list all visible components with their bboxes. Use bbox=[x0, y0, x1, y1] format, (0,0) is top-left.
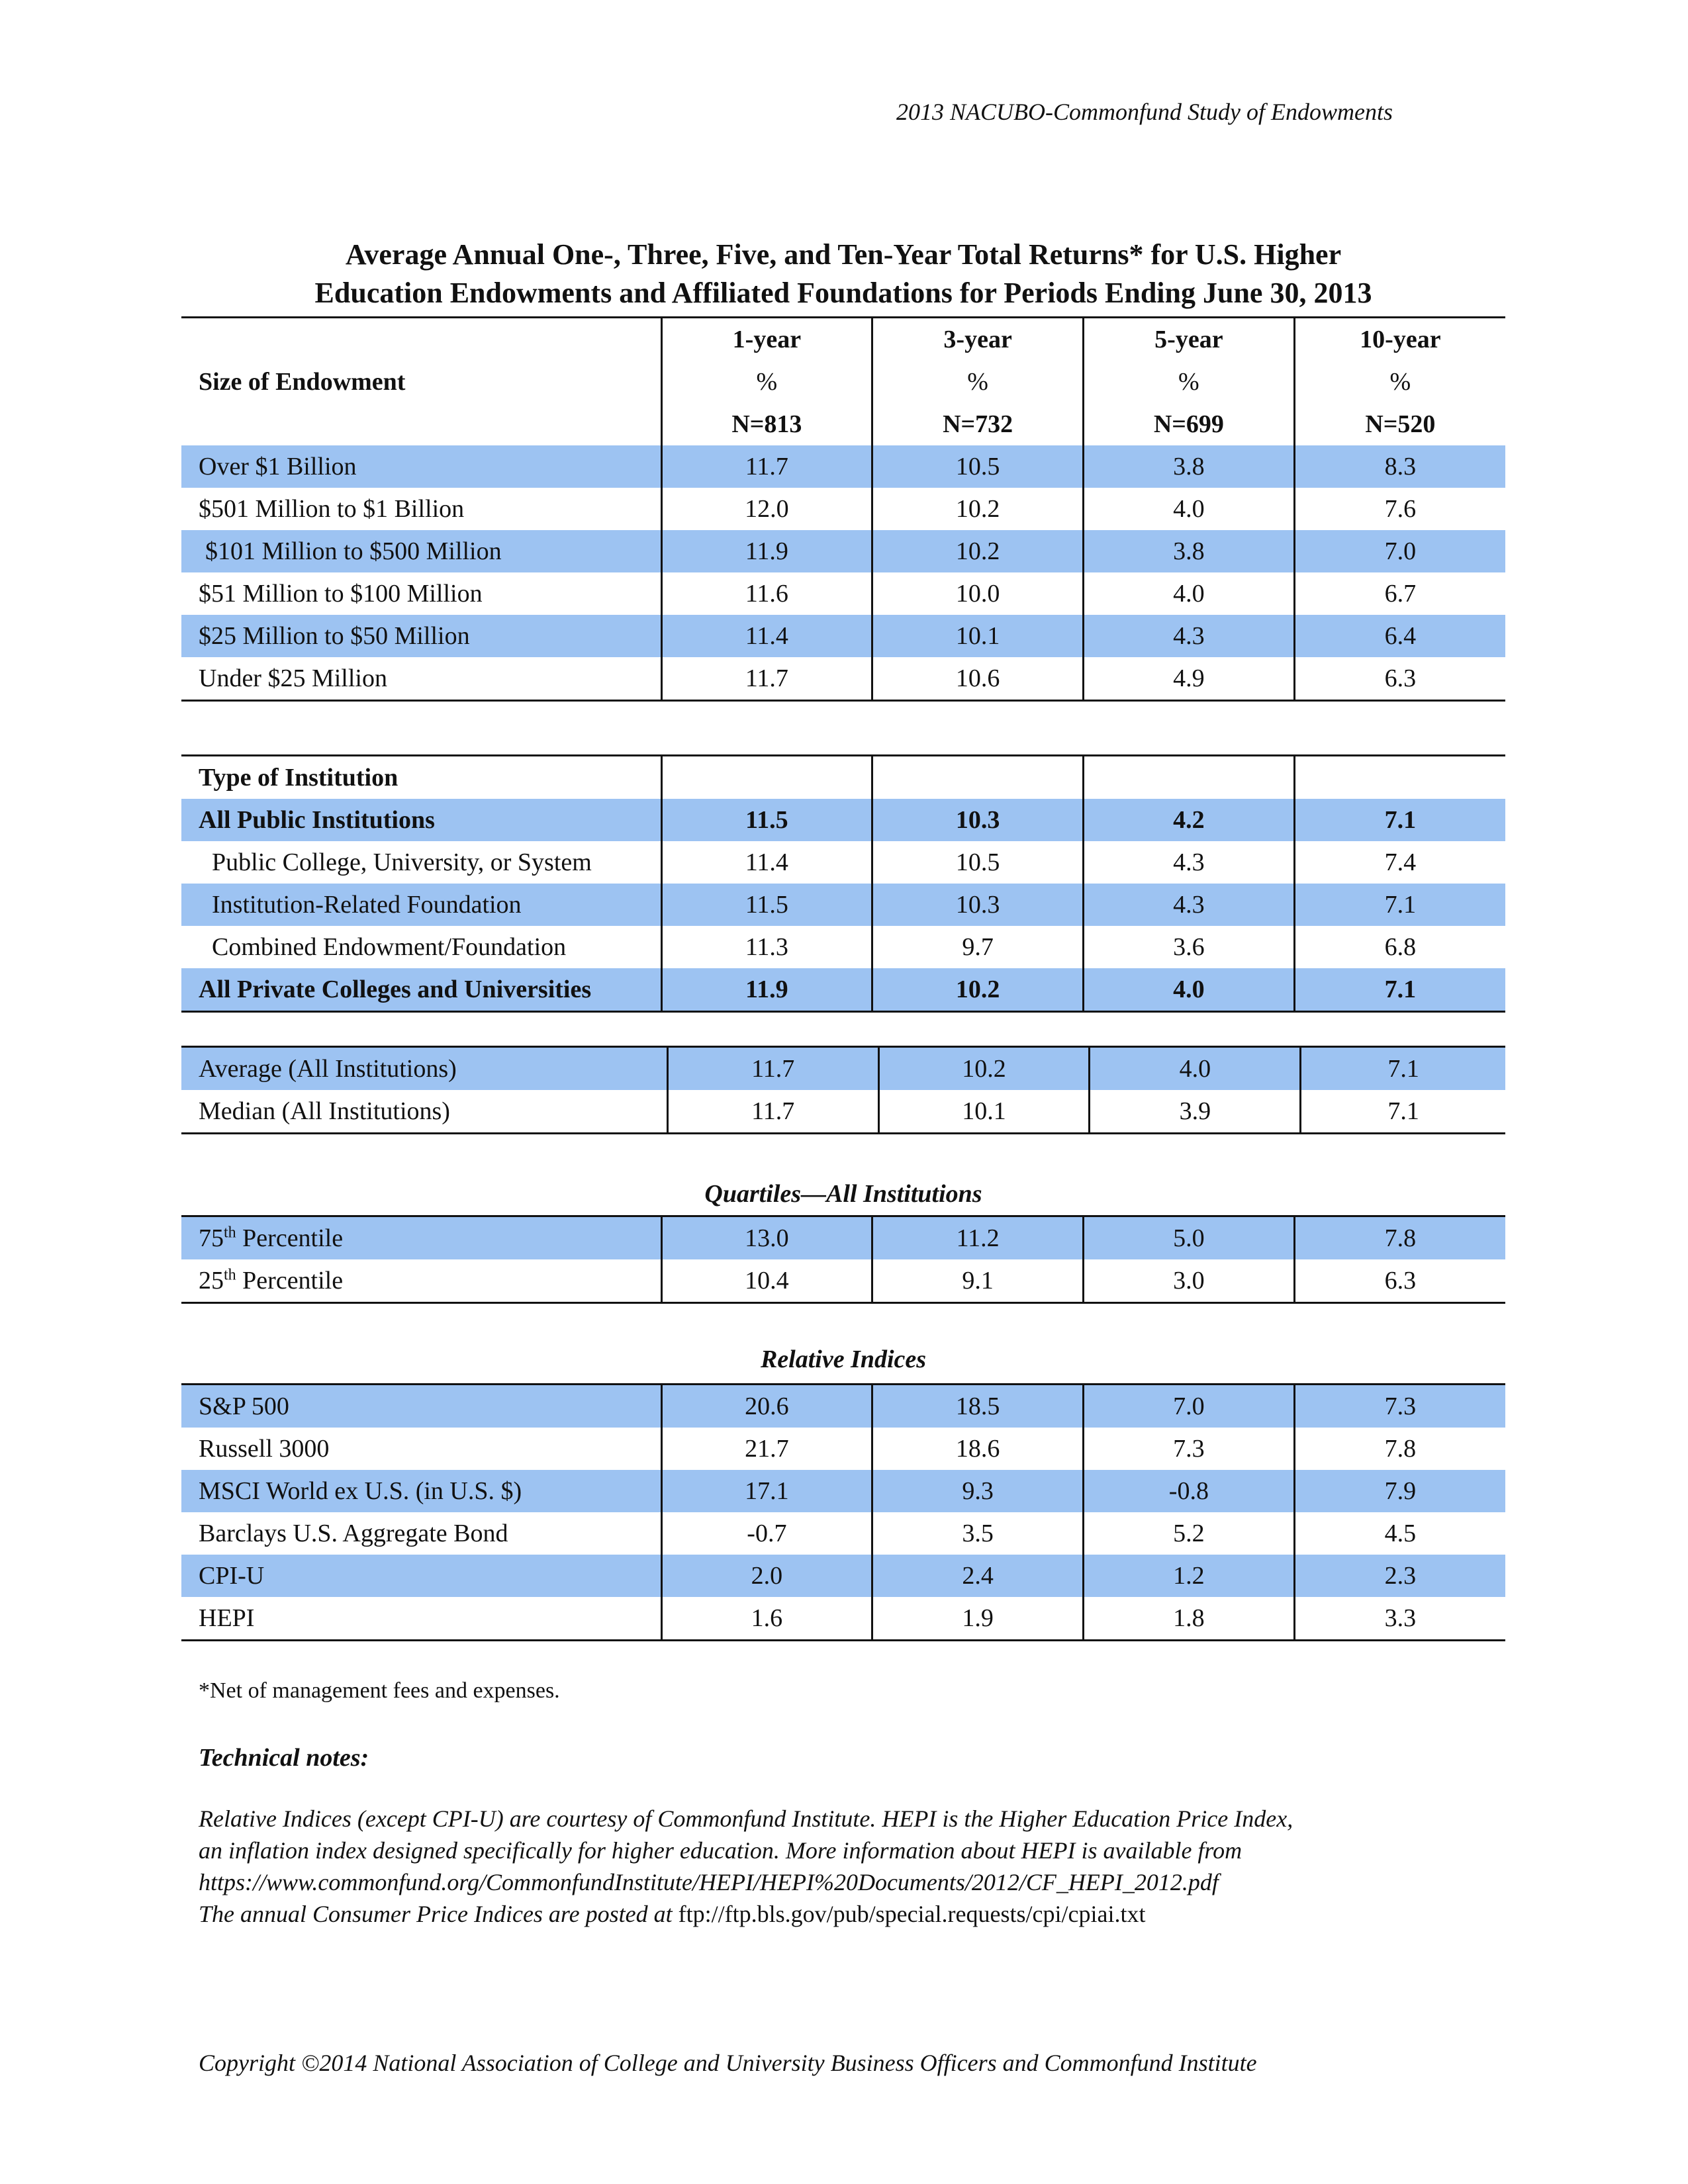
table-row: All Public Institutions 11.5 10.3 4.2 7.1 bbox=[181, 799, 1505, 841]
type-table bbox=[181, 754, 1505, 1013]
indices-caption: Relative Indices bbox=[760, 1345, 927, 1373]
type-of-institution-header: Type of Institution bbox=[199, 764, 399, 792]
copyright: Copyright ©2014 National Association of College and University Business Officers and Commonfund Institute bbox=[199, 2050, 1257, 2076]
table-row: $51 Million to $100 Million 11.6 10.0 4.0 6.7 bbox=[181, 572, 1505, 615]
col-period-5: 5-year bbox=[1084, 318, 1295, 361]
title-line-2: Education Endowments and Affiliated Foundations for Periods Ending June 30, 2013 bbox=[314, 277, 1372, 309]
table-row: MSCI World ex U.S. (in U.S. $) 17.1 9.3 -0.8 7.9 bbox=[181, 1470, 1505, 1512]
col-period-10: 10-year bbox=[1294, 318, 1505, 361]
table-row: $25 Million to $50 Million 11.4 10.1 4.3 6.4 bbox=[181, 615, 1505, 657]
table-row: Under $25 Million 11.7 10.6 4.9 6.3 bbox=[181, 657, 1505, 701]
technical-notes-heading: Technical notes: bbox=[199, 1744, 369, 1772]
table-row: Public College, University, or System 11.4 10.5 4.3 7.4 bbox=[181, 841, 1505, 884]
running-head: 2013 NACUBO-Commonfund Study of Endowments bbox=[896, 99, 1393, 125]
quartiles-caption: Quartiles—All Institutions bbox=[704, 1180, 982, 1208]
technical-notes-body bbox=[199, 1803, 1496, 1930]
tech-line-1: Relative Indices (except CPI-U) are courtesy of Commonfund Institute. HEPI is the Higher Education Price Index, bbox=[199, 1805, 1293, 1832]
quartiles-table bbox=[181, 1215, 1505, 1304]
table-row: $101 Million to $500 Million 11.9 10.2 3.8 7.0 bbox=[181, 530, 1505, 572]
col-unit-10: % bbox=[1294, 361, 1505, 403]
table-row: CPI-U 2.0 2.4 1.2 2.3 bbox=[181, 1555, 1505, 1597]
indices-table bbox=[181, 1383, 1505, 1641]
table-title bbox=[181, 236, 1505, 312]
table-row: HEPI 1.6 1.9 1.8 3.3 bbox=[181, 1597, 1505, 1641]
table-row: $501 Million to $1 Billion 12.0 10.2 4.0 7.6 bbox=[181, 488, 1505, 530]
col-period-3: 3-year bbox=[872, 318, 1084, 361]
col-unit-5: % bbox=[1084, 361, 1295, 403]
col-unit-3: % bbox=[872, 361, 1084, 403]
table-row: Institution-Related Foundation 11.5 10.3 4.3 7.1 bbox=[181, 884, 1505, 926]
tech-line-4: The annual Consumer Price Indices are posted at ftp://ftp.bls.gov/pub/special.requests/cpi/cpiai.txt bbox=[199, 1901, 1146, 1927]
col-n-3: N=732 bbox=[872, 403, 1084, 445]
size-table bbox=[181, 316, 1505, 702]
title-line-1: Average Annual One-, Three, Five, and Ten-Year Total Returns* for U.S. Higher bbox=[345, 238, 1342, 271]
summary-table bbox=[181, 1046, 1505, 1134]
col-n-1: N=813 bbox=[661, 403, 872, 445]
table-row: Average (All Institutions) 11.7 10.2 4.0 7.1 bbox=[181, 1047, 1505, 1091]
table-row: S&P 500 20.6 18.5 7.0 7.3 bbox=[181, 1385, 1505, 1428]
table-row: Russell 3000 21.7 18.6 7.3 7.8 bbox=[181, 1428, 1505, 1470]
cpi-link[interactable]: ftp://ftp.bls.gov/pub/special.requests/cpi/cpiai.txt bbox=[678, 1901, 1146, 1927]
col-n-10: N=520 bbox=[1294, 403, 1505, 445]
table-row: Combined Endowment/Foundation 11.3 9.7 3.6 6.8 bbox=[181, 926, 1505, 968]
tech-line-2: an inflation index designed specifically for higher education. More information about HEPI is available from bbox=[199, 1837, 1243, 1864]
table-row: Median (All Institutions) 11.7 10.1 3.9 7.1 bbox=[181, 1090, 1505, 1134]
table-row: Barclays U.S. Aggregate Bond -0.7 3.5 5.2 4.5 bbox=[181, 1512, 1505, 1555]
table-row: Over $1 Billion 11.7 10.5 3.8 8.3 bbox=[181, 445, 1505, 488]
footnote: *Net of management fees and expenses. bbox=[199, 1678, 560, 1703]
table-row: 25th Percentile 10.4 9.1 3.0 6.3 bbox=[181, 1259, 1505, 1303]
col-unit-1: % bbox=[661, 361, 872, 403]
table-row: 75th Percentile 13.0 11.2 5.0 7.8 bbox=[181, 1216, 1505, 1260]
col-n-5: N=699 bbox=[1084, 403, 1295, 445]
table-row: All Private Colleges and Universities 11.9 10.2 4.0 7.1 bbox=[181, 968, 1505, 1012]
size-of-endowment-header: Size of Endowment bbox=[199, 368, 406, 396]
hepi-link[interactable]: https://www.commonfund.org/CommonfundInstitute/HEPI/HEPI%20Documents/2012/CF_HEPI_2012.pdf bbox=[199, 1869, 1219, 1895]
col-period-1: 1-year bbox=[661, 318, 872, 361]
